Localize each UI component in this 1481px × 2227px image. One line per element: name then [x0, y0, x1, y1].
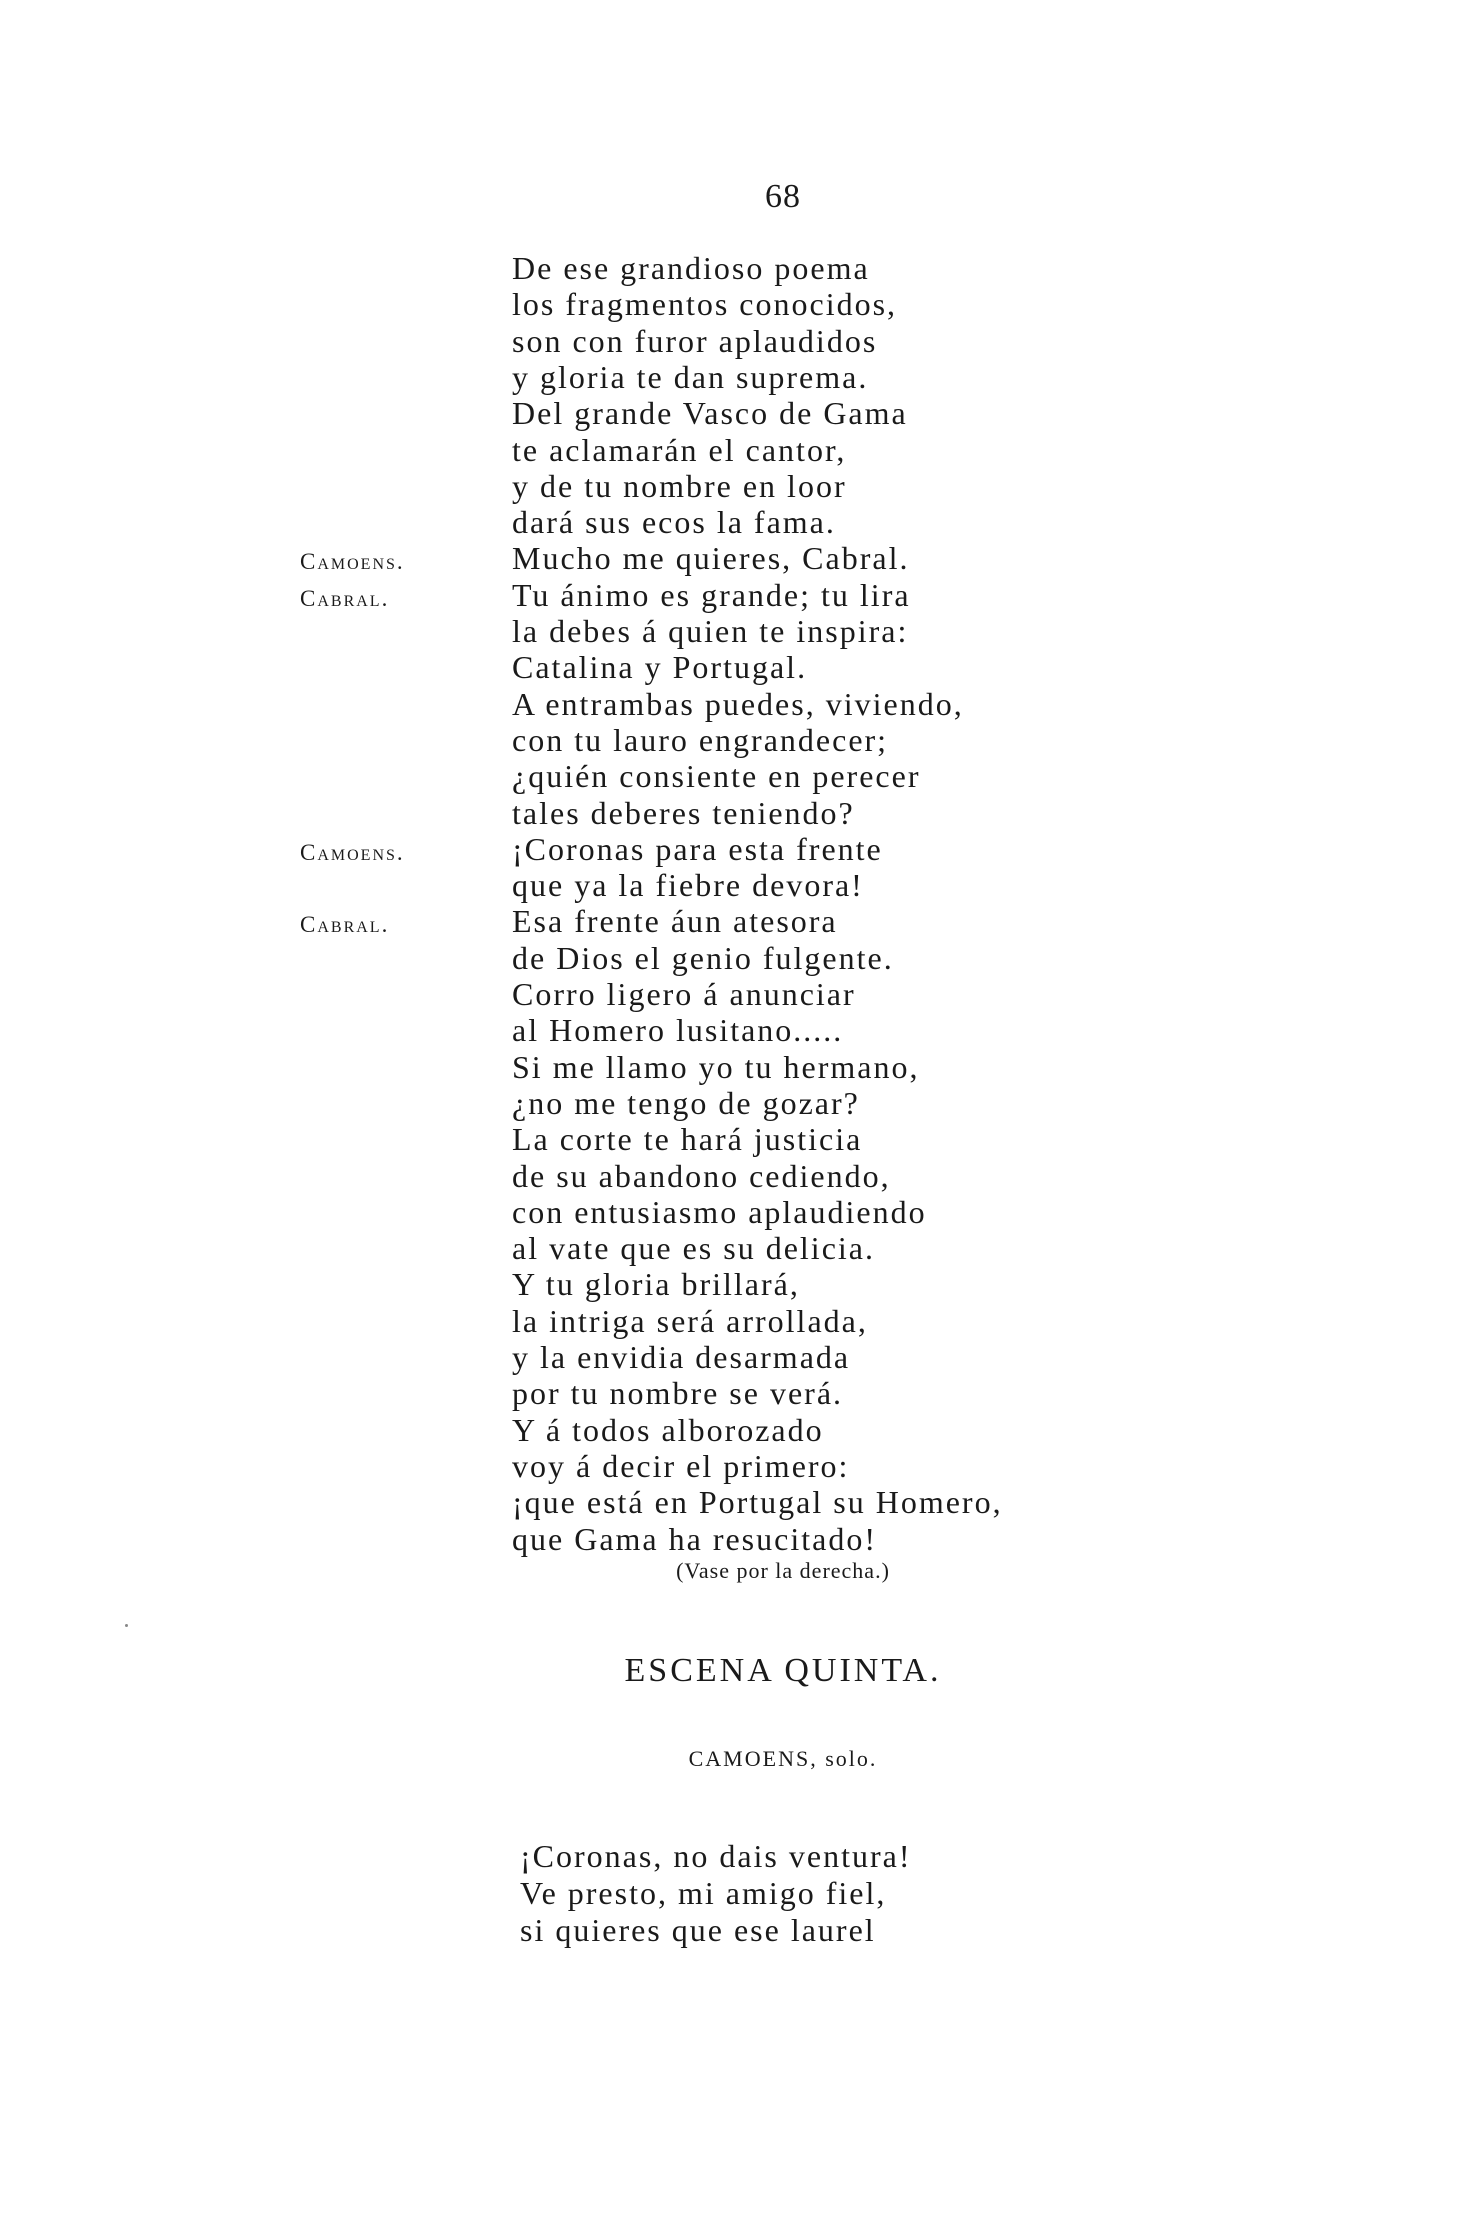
- verse-line: que Gama ha resucitado!: [512, 1520, 877, 1557]
- verse-line: Y á todos alborozado: [512, 1411, 824, 1448]
- margin-mark: [125, 1624, 128, 1627]
- verse-line: si quieres que ese laurel: [520, 1912, 876, 1948]
- verse-line: con tu lauro engrandecer;: [512, 721, 889, 758]
- verse-line: por tu nombre se verá.: [512, 1375, 844, 1412]
- speaker-label: Camoens.: [300, 549, 405, 575]
- verse-line: ¡Coronas para esta frente: [512, 830, 883, 867]
- verse-line: Corro ligero á anunciar: [512, 976, 856, 1012]
- verse-line: ¡que está en Portugal su Homero,: [512, 1484, 1003, 1521]
- stage-direction: (Vase por la derecha.): [676, 1558, 890, 1583]
- verse-line: dará sus ecos la fama.: [512, 504, 836, 541]
- verse-line: al Homero lusitano.....: [512, 1012, 844, 1049]
- verse-line: al vate que es su delicia.: [512, 1230, 875, 1267]
- verse-line: Ve presto, mi amigo fiel,: [520, 1875, 887, 1911]
- verse-line: Si me llamo yo tu hermano,: [512, 1048, 920, 1085]
- verse-line: y la envidia desarmada: [512, 1339, 851, 1375]
- verse-line: tales deberes teniendo?: [512, 794, 855, 831]
- scene-title: ESCENA QUINTA.: [624, 1652, 942, 1689]
- verse-line: ¡Coronas, no dais ventura!: [520, 1838, 912, 1874]
- verse-line: son con furor aplaudidos: [512, 322, 878, 359]
- speaker-label: Camoens.: [300, 839, 405, 865]
- verse-line: Catalina y Portugal.: [512, 649, 808, 686]
- verse-line: De ese grandioso poema: [512, 250, 870, 286]
- verse-line: y de tu nombre en loor: [512, 467, 847, 504]
- verse-line: Del grande Vasco de Gama: [512, 395, 908, 432]
- verse-line: ¿quién consiente en perecer: [512, 758, 921, 795]
- verse-line: con entusiasmo aplaudiendo: [512, 1193, 927, 1230]
- page-number: 68: [765, 178, 801, 215]
- verse-line: voy á decir el primero:: [512, 1447, 850, 1484]
- verse-line: la debes á quien te inspira:: [512, 613, 909, 649]
- speaker-label: Cabral.: [300, 912, 390, 938]
- verse-line: A entrambas puedes, viviendo,: [512, 685, 964, 722]
- speaker-label: Cabral.: [300, 585, 390, 611]
- verse-line: de Dios el genio fulgente.: [512, 939, 894, 976]
- verse-line: que ya la fiebre devora!: [512, 867, 864, 904]
- verse-line: los fragmentos conocidos,: [512, 286, 898, 323]
- verse-line: y gloria te dan suprema.: [512, 358, 869, 395]
- verse-line: Tu ánimo es grande; tu lira: [512, 576, 911, 613]
- verse-line: de su abandono cediendo,: [512, 1157, 891, 1194]
- verse-line: ¿no me tengo de gozar?: [512, 1084, 860, 1121]
- scene-cast: CAMOENS, solo.: [688, 1746, 878, 1771]
- verse-line: la intriga será arrollada,: [512, 1302, 868, 1339]
- verse-line: Y tu gloria brillará,: [512, 1266, 800, 1303]
- verse-line: te aclamarán el cantor,: [512, 431, 847, 468]
- verse-line: Esa frente áun atesora: [512, 903, 838, 940]
- verse-line: La corte te hará justicia: [512, 1121, 863, 1158]
- verse-line: Mucho me quieres, Cabral.: [512, 540, 910, 577]
